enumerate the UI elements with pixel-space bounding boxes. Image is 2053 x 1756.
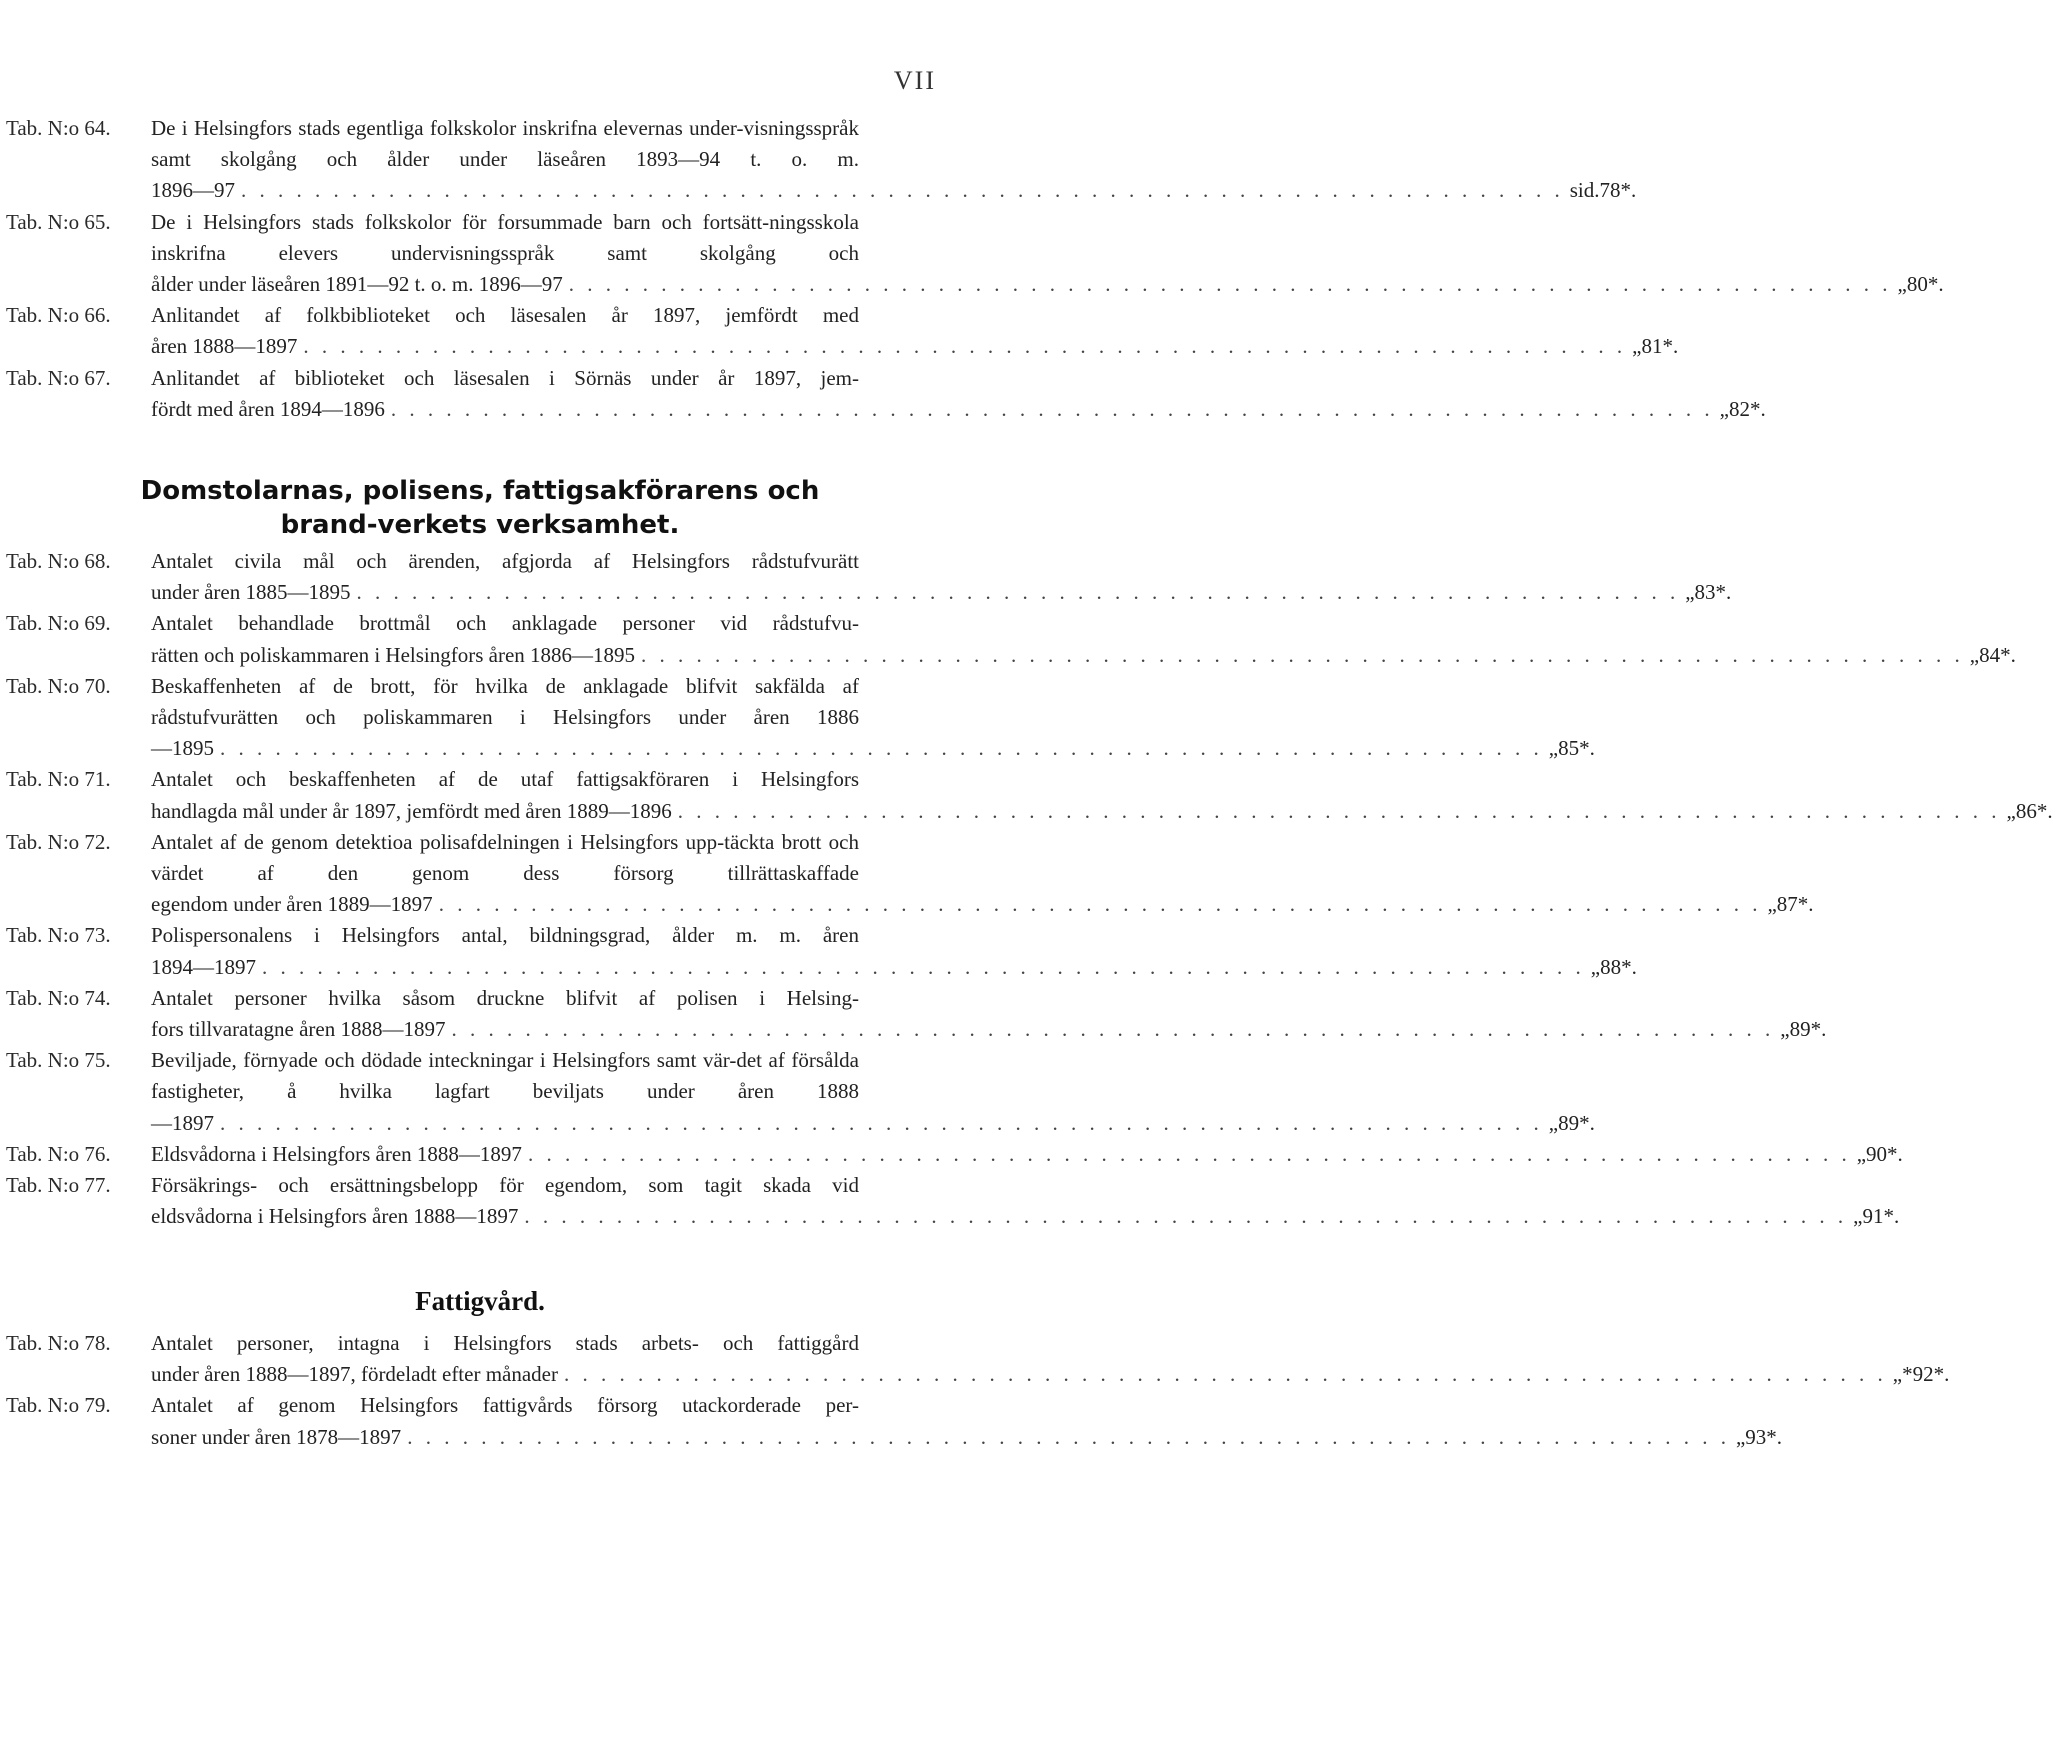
table-number-label: Tab. N:o 69. (6, 611, 111, 636)
dot-leader: . . . . . . . . . . . . . . . . . . . . . . . . . . . . . . . . . . . . . . . . . . . . . . . . . . . . . . . . . . . . . . . . . . . . . . . . (407, 1424, 1730, 1449)
entry-description: Beviljade, förnyade och dödade inteckningar i Helsingfors samt vär-det af försålda fastigheter, å hvilka lagfart beviljats under åren 1888 (151, 1048, 859, 1104)
entry-description: Antalet personer hvilka såsom druckne blifvit af polisen i Helsing- (151, 985, 859, 1010)
entry-last-line-text: under åren 1888—1897, fördeladt efter månader (151, 1362, 558, 1387)
ditto-mark: „ (1548, 1110, 1559, 1135)
dot-leader: . . . . . . . . . . . . . . . . . . . . . . . . . . . . . . . . . . . . . . . . . . . . . . . . . . . . . . . . . . . . . . . . . . . . . . . . (241, 178, 1564, 203)
page-reference: 93*. (1745, 1424, 1783, 1449)
page-reference: 90*. (1866, 1141, 1903, 1166)
page-reference: 78*. (1599, 178, 1637, 203)
entry-description: Antalet behandlade brottmål och anklagade personer vid rådstufvu- (151, 611, 859, 636)
dot-leader: . . . . . . . . . . . . . . . . . . . . . . . . . . . . . . . . . . . . . . . . . . . . . . . . . . . . . . . . . . . . . . . . . . . . . . . . (262, 954, 1585, 979)
entry-last-line-text: fördt med åren 1894—1896 (151, 396, 385, 421)
table-number-label: Tab. N:o 72. (6, 829, 111, 854)
table-number-label: Tab. N:o 73. (6, 923, 111, 948)
ditto-mark: „ (1969, 642, 1980, 667)
dot-leader: . . . . . . . . . . . . . . . . . . . . . . . . . . . . . . . . . . . . . . . . . . . . . . . . . . . . . . . . . . . . . . . . . . . . . . . . (303, 334, 1627, 359)
table-number-label: Tab. N:o 65. (6, 209, 111, 234)
entry-last-line-text: ålder under läseåren 1891—92 t. o. m. 1896—97 (151, 272, 563, 297)
section-heading-poor-relief: Fattigvård. (415, 1286, 545, 1316)
ditto-mark: „ (1685, 580, 1695, 605)
table-number-label: Tab. N:o 75. (6, 1048, 111, 1073)
page-reference: 84*. (1979, 642, 2016, 667)
entry-body (151, 920, 1637, 982)
ditto-mark: „ (1853, 1204, 1863, 1229)
table-entry (0, 207, 1944, 301)
entry-leader-line (151, 1108, 1595, 1139)
page-reference: 91*. (1862, 1204, 1900, 1229)
entry-body (151, 1328, 1950, 1390)
ditto-mark: „ (1780, 1017, 1790, 1042)
entry-body (151, 546, 1732, 608)
entry-body (151, 1390, 1783, 1452)
entry-last-line-text: 1894—1897 (151, 954, 256, 979)
page-reference: 82*. (1728, 396, 1766, 421)
entry-leader-line (151, 269, 1944, 300)
dot-leader: . . . . . . . . . . . . . . . . . . . . . . . . . . . . . . . . . . . . . . . . . . . . . . . . . . . . . . . . . . . . . . . . . . . . . . . . (220, 1110, 1543, 1135)
entry-description: Anlitandet af biblioteket och läsesalen i Sörnäs under år 1897, jem- (151, 365, 859, 390)
entry-description: Antalet af genom Helsingfors fattigvårds försorg utackorderade per- (151, 1393, 859, 1418)
page-reference: 80*. (1906, 272, 1944, 297)
table-entry (0, 671, 1595, 765)
entry-description: Antalet och beskaffenheten af de utaf fattigsakföraren i Helsingfors (151, 767, 859, 792)
entry-body (151, 764, 2053, 826)
page-number: VII (893, 66, 936, 95)
page-reference: 89*. (1789, 1017, 1827, 1042)
section-poor-relief (0, 1284, 1950, 1453)
table-entry (0, 1328, 1950, 1390)
entry-description: Försäkrings- och ersättningsbelopp för egendom, som tagit skada vid (151, 1173, 859, 1198)
entry-leader-line (151, 796, 2053, 827)
table-number-label: Tab. N:o 71. (6, 767, 111, 792)
entry-leader-line (151, 952, 1637, 983)
entry-last-line-text: under åren 1885—1895 (151, 580, 351, 605)
entry-last-line-text: rätten och poliskammaren i Helsingfors åren 1886—1895 (151, 642, 636, 667)
entry-description: Beskaffenheten af de brott, för hvilka de anklagade blifvit sakfälda af rådstufvurätten och poliskammaren i Helsingfors under åren 1886 (151, 673, 859, 730)
table-entry (0, 608, 2016, 670)
dot-leader: . . . . . . . . . . . . . . . . . . . . . . . . . . . . . . . . . . . . . . . . . . . . . . . . . . . . . . . . . . . . . . . . . . . . . . . . (451, 1017, 1775, 1042)
entry-description: Antalet af de genom detektioa polisafdelningen i Helsingfors upp-täckta brott och värdet af den genom dess försorg tillrättaskaffade (151, 829, 859, 886)
entry-description: Anlitandet af folkbiblioteket och läsesalen år 1897, jemfördt med (151, 303, 859, 328)
entry-body (151, 1170, 1900, 1232)
page-reference: 85*. (1558, 736, 1595, 761)
table-entry (0, 363, 1766, 425)
ditto-mark: sid. (1569, 178, 1600, 203)
entry-leader-line (151, 889, 1814, 920)
entry-leader-line (151, 175, 1637, 206)
entry-last-line-text: 1896—97 (151, 178, 235, 203)
table-number-label: Tab. N:o 70. (6, 673, 111, 698)
entry-body (151, 1139, 1903, 1170)
table-entry (0, 300, 1679, 362)
entry-leader-line (151, 1422, 1783, 1453)
entry-body (151, 363, 1766, 425)
entry-last-line-text: —1895 (151, 736, 214, 761)
table-number-label: Tab. N:o 68. (6, 549, 111, 573)
page-reference: 89*. (1558, 1110, 1595, 1135)
dot-leader: . . . . . . . . . . . . . . . . . . . . . . . . . . . . . . . . . . . . . . . . . . . . . . . . . . . . . . . . . . . . . . . . . . . . . . . . (527, 1141, 1851, 1166)
entry-last-line-text: fors tillvaratagne åren 1888—1897 (151, 1017, 446, 1042)
ditto-mark: „ (1548, 736, 1559, 761)
section-heading-courts: Domstolarnas, polisens, fattigsakförarens och brand-verkets verksamhet. (140, 476, 820, 540)
dot-leader: . . . . . . . . . . . . . . . . . . . . . . . . . . . . . . . . . . . . . . . . . . . . . . . . . . . . . . . . . . . . . . . . . . . . . . . . (677, 798, 2001, 823)
entry-leader-line (151, 1359, 1950, 1390)
table-number-label: Tab. N:o 76. (6, 1141, 111, 1166)
entry-leader-line (151, 1014, 1827, 1045)
entry-leader-line (151, 331, 1679, 362)
ditto-mark: „ (1856, 1141, 1867, 1166)
entry-description: Antalet civila mål och ärenden, afgjorda af Helsingfors rådstufvurätt (151, 549, 859, 573)
entry-description: De i Helsingfors stads egentliga folkskolor inskrifna elevernas under-visningsspråk samt skolgång och ålder under läseåren 1893—94 t. o. m. (151, 116, 859, 172)
table-entry (0, 983, 1827, 1045)
table-entry (0, 1170, 1900, 1232)
table-entry (0, 920, 1637, 982)
table-number-label: Tab. N:o 78. (6, 1331, 111, 1355)
entry-body (151, 608, 2016, 670)
entry-body (151, 113, 1637, 207)
entry-leader-line (151, 1201, 1900, 1232)
table-number-label: Tab. N:o 77. (6, 1173, 111, 1198)
table-entry (0, 113, 1637, 207)
entry-last-line-text: Eldsvådorna i Helsingfors åren 1888—1897 (151, 1141, 522, 1166)
entry-body (151, 207, 1944, 301)
dot-leader: . . . . . . . . . . . . . . . . . . . . . . . . . . . . . . . . . . . . . . . . . . . . . . . . . . . . . . . . . . . . . . . . . . . . . . . . (356, 580, 1680, 605)
table-entry (0, 764, 2053, 826)
ditto-mark: „ (1590, 954, 1601, 979)
table-entry (0, 546, 1732, 608)
entry-last-line-text: eldsvådorna i Helsingfors åren 1888—1897 (151, 1204, 519, 1229)
table-number-label: Tab. N:o 67. (6, 365, 111, 390)
ditto-mark: „ (1892, 1362, 1903, 1387)
ditto-mark: „ (1767, 892, 1777, 917)
entry-leader-line (151, 1139, 1903, 1170)
table-entry (0, 1390, 1783, 1452)
page-reference: 83*. (1694, 580, 1732, 605)
dot-leader: . . . . . . . . . . . . . . . . . . . . . . . . . . . . . . . . . . . . . . . . . . . . . . . . . . . . . . . . . . . . . . . . . . . . . . . . (390, 396, 1714, 421)
entry-leader-line (151, 394, 1766, 425)
entry-description: De i Helsingfors stads folkskolor för forsummade barn och fortsätt-ningsskola inskrifna elevers undervisningsspråk samt skolgång och (151, 209, 859, 265)
entry-last-line-text: handlagda mål under år 1897, jemfördt med åren 1889—1896 (151, 798, 672, 823)
page-reference: 86*. (2015, 798, 2053, 823)
entry-body (151, 300, 1679, 362)
entry-leader-line (151, 733, 1595, 764)
table-number-label: Tab. N:o 79. (6, 1393, 111, 1418)
entry-leader-line (151, 640, 2016, 671)
entry-last-line-text: åren 1888—1897 (151, 334, 298, 359)
table-number-label: Tab. N:o 66. (6, 303, 111, 328)
ditto-mark: „ (1735, 1424, 1746, 1449)
entry-last-line-text: egendom under åren 1889—1897 (151, 892, 433, 917)
entry-body (151, 1045, 1595, 1139)
page-reference: *92*. (1902, 1362, 1950, 1387)
section-courts-police (0, 474, 2053, 1232)
dot-leader: . . . . . . . . . . . . . . . . . . . . . . . . . . . . . . . . . . . . . . . . . . . . . . . . . . . . . . . . . . . . . . . . . . . . . . . . (220, 736, 1543, 761)
table-entry (0, 1045, 1595, 1139)
entry-description: Polispersonalens i Helsingfors antal, bildningsgrad, ålder m. m. åren (151, 923, 859, 948)
table-number-label: Tab. N:o 74. (6, 985, 111, 1010)
dot-leader: . . . . . . . . . . . . . . . . . . . . . . . . . . . . . . . . . . . . . . . . . . . . . . . . . . . . . . . . . . . . . . . . . . . . . . . . (564, 1362, 1887, 1387)
ditto-mark: „ (1632, 334, 1642, 359)
entry-body (151, 671, 1595, 765)
dot-leader: . . . . . . . . . . . . . . . . . . . . . . . . . . . . . . . . . . . . . . . . . . . . . . . . . . . . . . . . . . . . . . . . . . . . . . . . (438, 892, 1762, 917)
page-reference: 81*. (1641, 334, 1679, 359)
page-reference: 87*. (1776, 892, 1814, 917)
ditto-mark: „ (1897, 272, 1907, 297)
dot-leader: . . . . . . . . . . . . . . . . . . . . . . . . . . . . . . . . . . . . . . . . . . . . . . . . . . . . . . . . . . . . . . . . . . . . . . . . (524, 1204, 1848, 1229)
entry-body (151, 827, 1814, 921)
entry-body (151, 983, 1827, 1045)
dot-leader: . . . . . . . . . . . . . . . . . . . . . . . . . . . . . . . . . . . . . . . . . . . . . . . . . . . . . . . . . . . . . . . . . . . . . . . . (641, 642, 1964, 667)
table-entry (0, 827, 1814, 921)
section-education (0, 113, 1944, 425)
entry-leader-line (151, 577, 1732, 608)
entry-description: Antalet personer, intagna i Helsingfors stads arbets- och fattiggård (151, 1331, 859, 1355)
page-reference: 88*. (1600, 954, 1637, 979)
table-entry (0, 1139, 1903, 1170)
dot-leader: . . . . . . . . . . . . . . . . . . . . . . . . . . . . . . . . . . . . . . . . . . . . . . . . . . . . . . . . . . . . . . . . . . . . . . . . (568, 272, 1892, 297)
ditto-mark: „ (1719, 396, 1729, 421)
table-number-label: Tab. N:o 64. (6, 116, 111, 140)
entry-last-line-text: —1897 (151, 1110, 214, 1135)
ditto-mark: „ (2006, 798, 2016, 823)
entry-last-line-text: soner under åren 1878—1897 (151, 1424, 402, 1449)
